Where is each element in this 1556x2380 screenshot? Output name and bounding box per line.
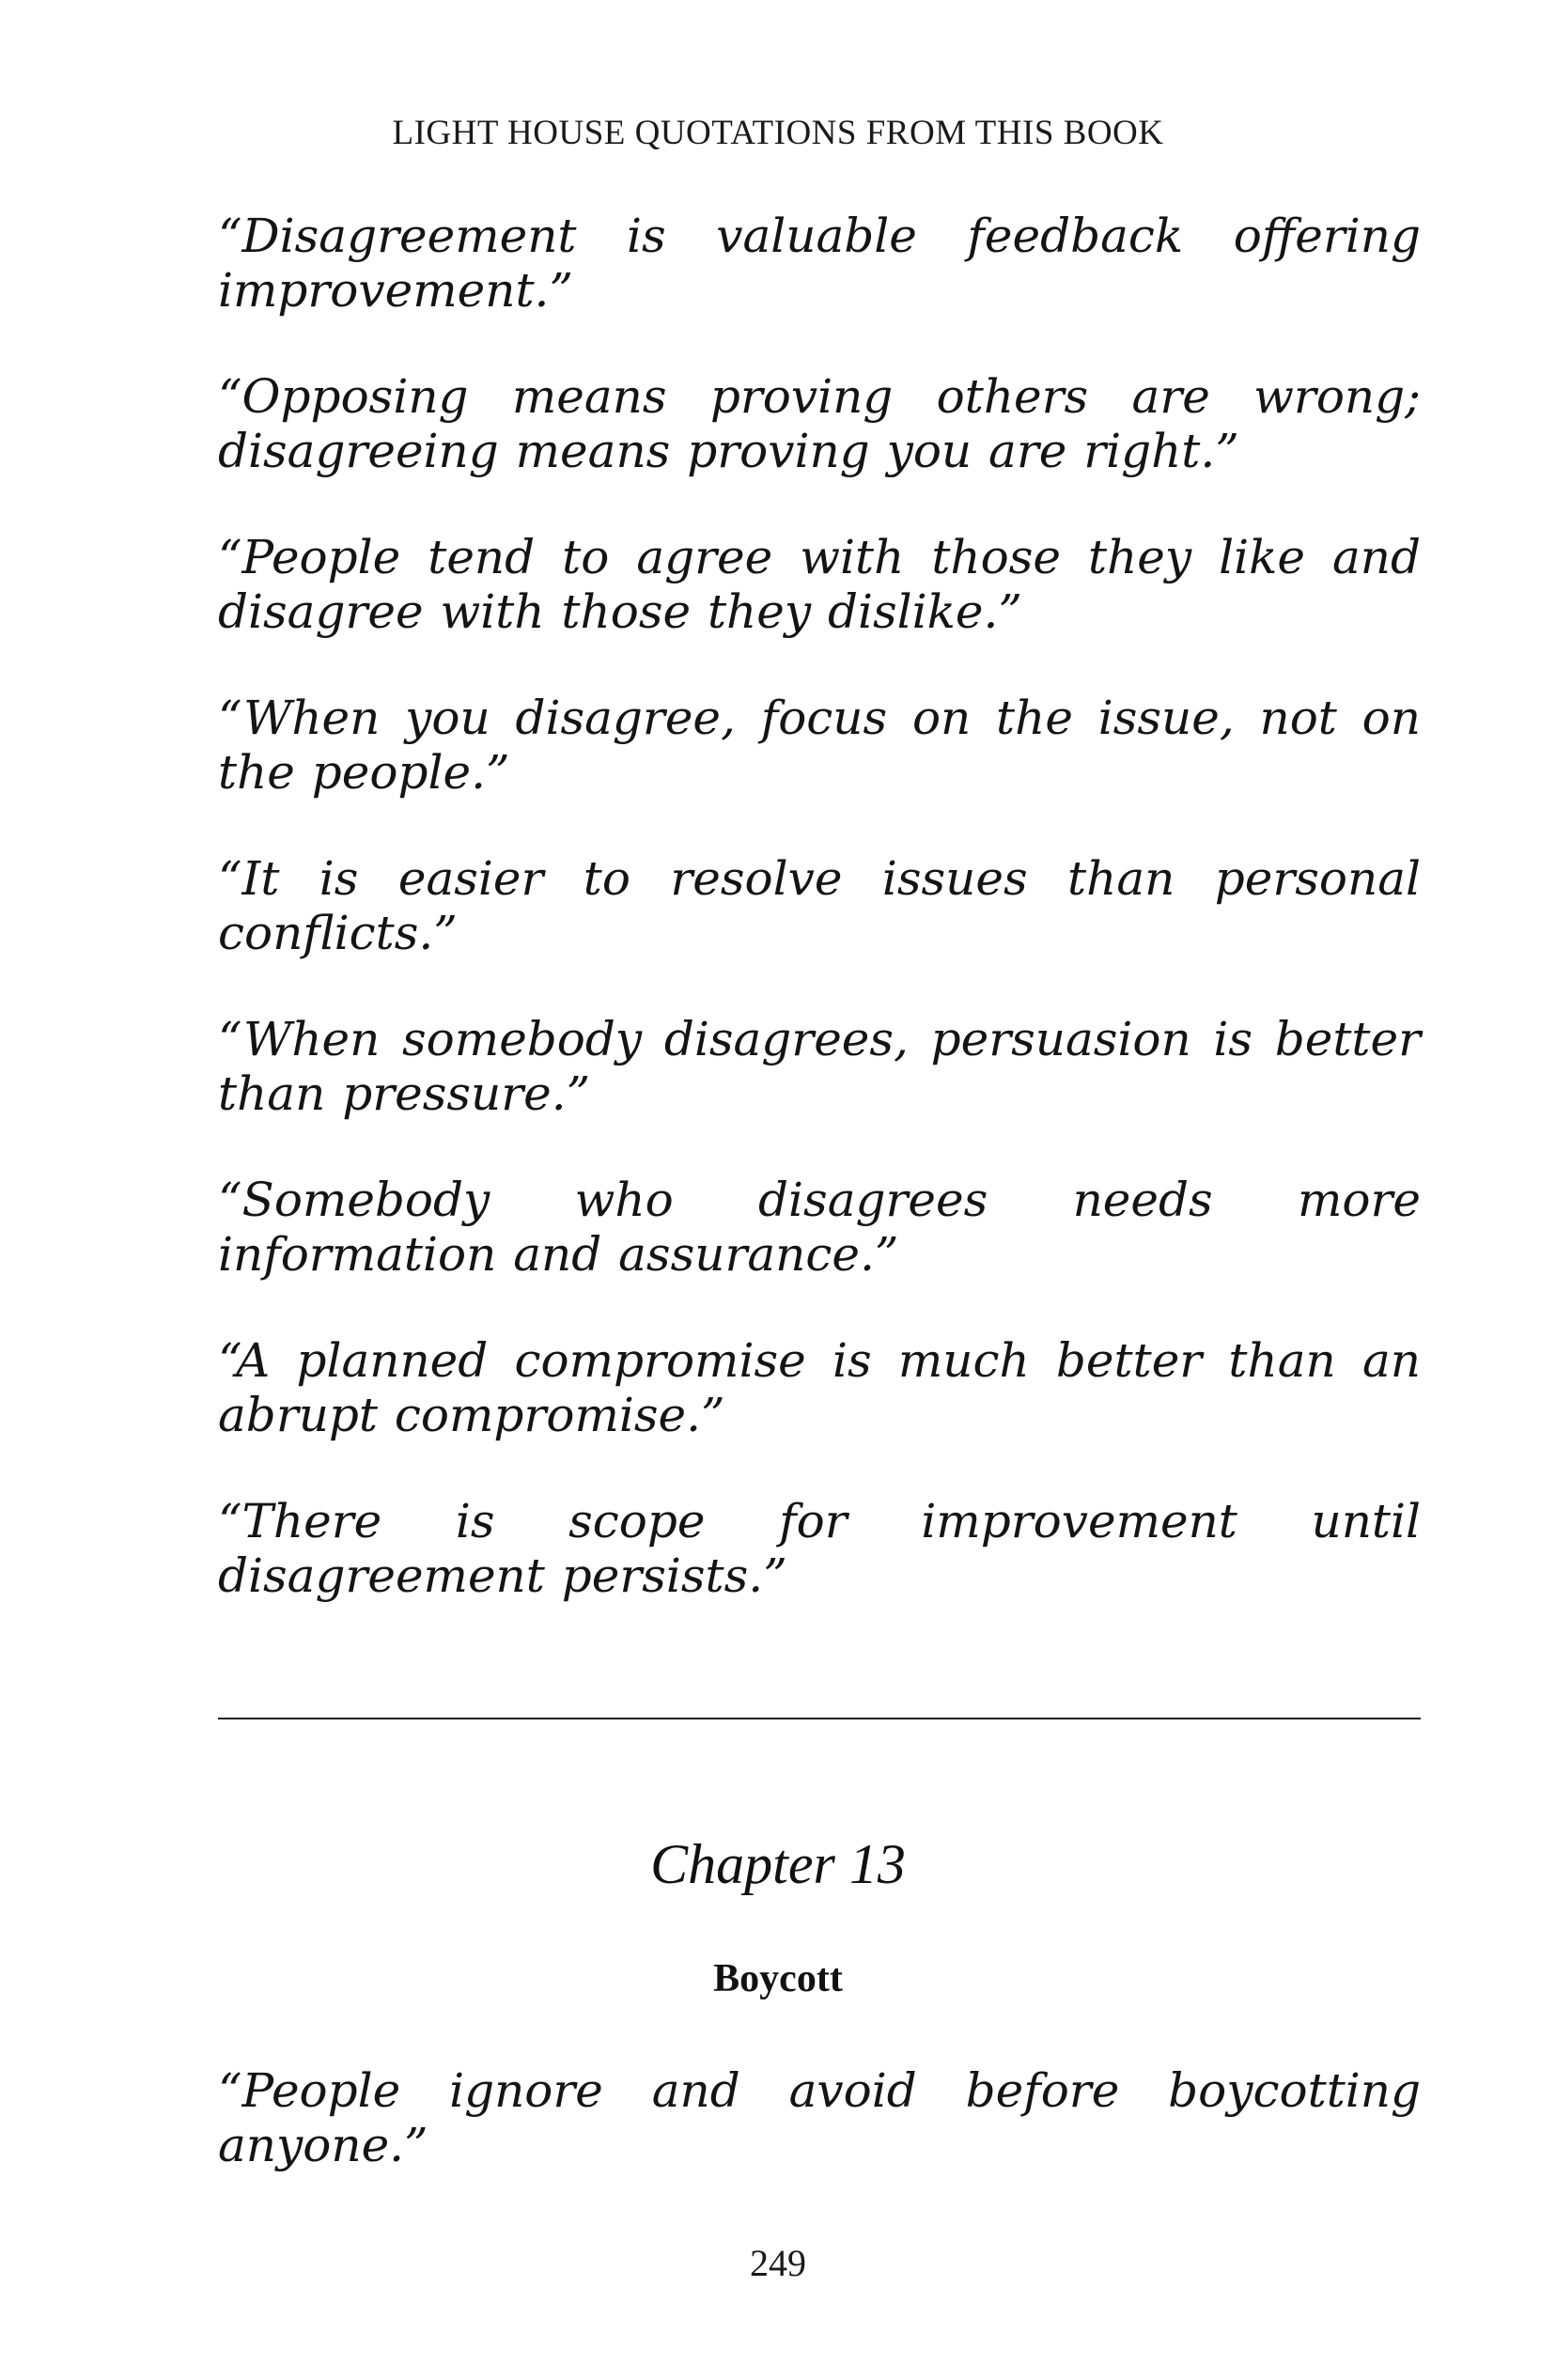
chapter-title: Chapter 13 (650, 1833, 906, 1895)
quote-list (218, 209, 1421, 1655)
quote-needs-information: “Somebody who disagrees needs more information and assurance.” (218, 1173, 1421, 1282)
quote-persuasion-better: “When somebody disagrees, persuasion is better than pressure.” (218, 1012, 1421, 1121)
page-number: 249 (750, 2242, 806, 2284)
section-divider (218, 1718, 1421, 1719)
quote-scope-for-improvement: “There is scope for improvement until disagreement persists.” (218, 1494, 1421, 1603)
quote-resolve-issues: “It is easier to resolve issues than personal conflicts.” (218, 851, 1421, 960)
quote-opposing-vs-disagreeing: “Opposing means proving others are wrong; disagreeing means proving you are right.” (218, 369, 1421, 478)
quote-ignore-avoid: “People ignore and avoid before boycotting anyone.” (218, 2063, 1421, 2172)
quote-planned-compromise: “A planned compromise is much better than an abrupt compromise.” (218, 1333, 1421, 1442)
chapter-subtitle: Boycott (713, 1957, 843, 2000)
chapter-quote-list (218, 2063, 1421, 2224)
quote-focus-on-issue: “When you disagree, focus on the issue, not on the people.” (218, 691, 1421, 800)
quote-people-agree-like: “People tend to agree with those they like and disagree with those they dislike.” (218, 530, 1421, 639)
quote-disagreement-feedback: “Disagreement is valuable feedback offering improvement.” (218, 209, 1421, 318)
running-header: LIGHT HOUSE QUOTATIONS FROM THIS BOOK (392, 114, 1164, 152)
